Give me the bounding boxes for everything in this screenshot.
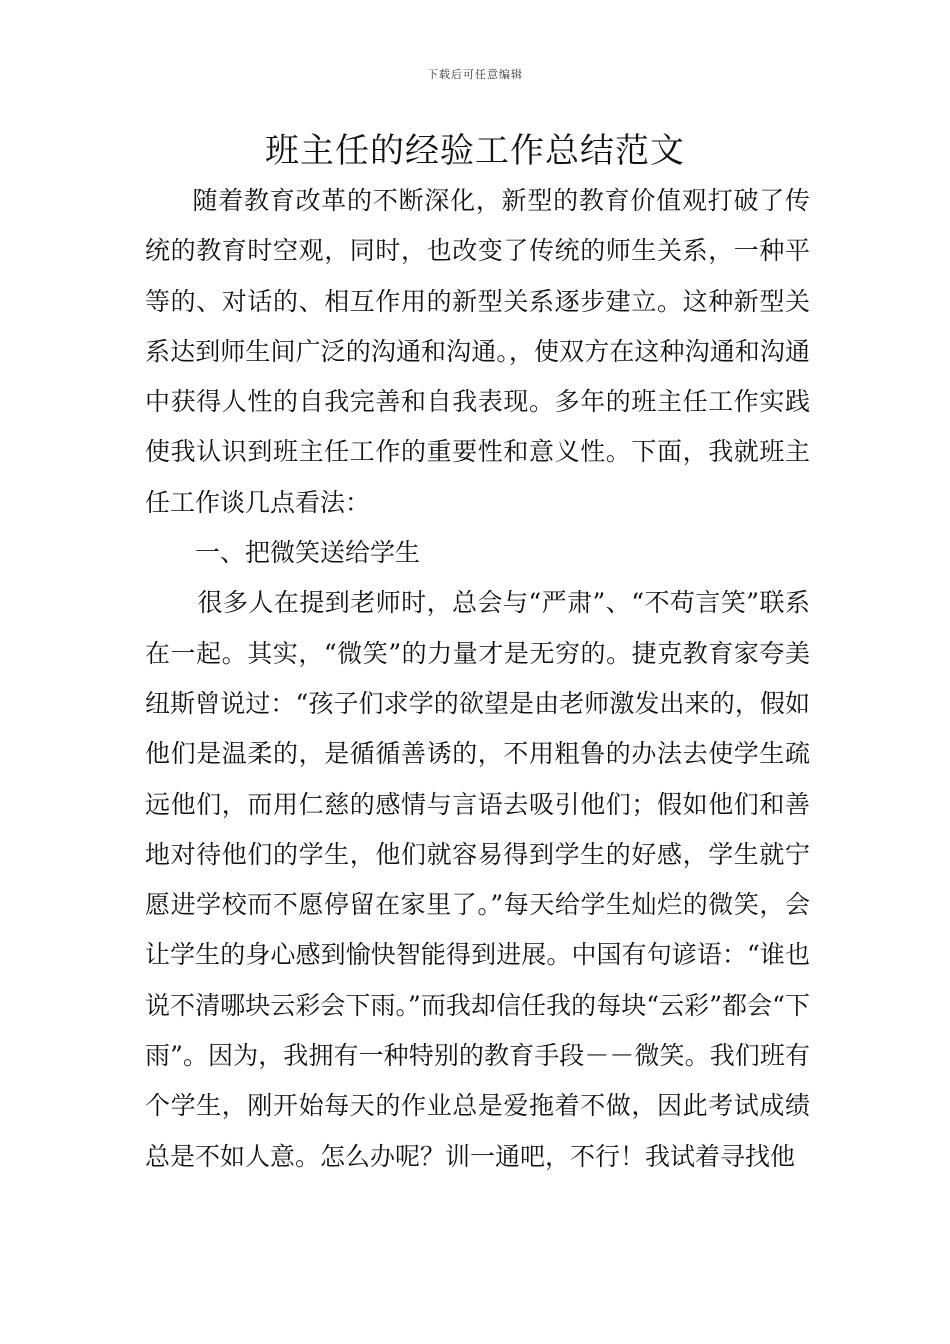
section-heading-1: 一、把微笑送给学生 — [195, 538, 421, 568]
paragraph-intro: 随着教育改革的不断深化，新型的教育价值观打破了传统的教育时空观，同时，也改变了传统的师生关系，一种平等的、对话的、相互作用的新型关系逐步建立。这种新型关系达到师生间广泛的沟通和沟通。，使双方在这种沟通和沟通中获得人性的自我完善和自我表现。多年的班主任工作实践使我认识到班主任工作的重要性和意义性。下面，我就班主任工作谈几点看法： — [145, 186, 810, 517]
document-body — [145, 176, 810, 1182]
page-header-note: 下载后可任意编辑 — [427, 68, 523, 81]
paragraph-smile: 很多人在提到老师时，总会与“严肃”、“不苟言笑”联系在一起。其实，“微笑”的力量才是无穷的。捷克教育家夸美纽斯曾说过：“孩子们求学的欲望是由老师激发出来的，假如他们是温柔的，是循循善诱的，不用粗鲁的办法去使学生疏远他们，而用仁慈的感情与言语去吸引他们；假如他们和善地对待他们的学生，他们就容易得到学生的好感，学生就宁愿进学校而不愿停留在家里了。”每天给学生灿烂的微笑，会让学生的身心感到愉快智能得到进展。中国有句谚语：“谁也说不清哪块云彩会下雨。”而我却信任我的每块“云彩”都会“下雨”。因为，我拥有一种特别的教育手段－－微笑。我们班有个学生，刚开始每天的作业总是爱拖着不做，因此考试成绩总是不如人意。怎么办呢？训一通吧，不行！我试着寻找他 — [145, 588, 810, 1171]
document-title: 班主任的经验工作总结范文 — [265, 131, 685, 171]
